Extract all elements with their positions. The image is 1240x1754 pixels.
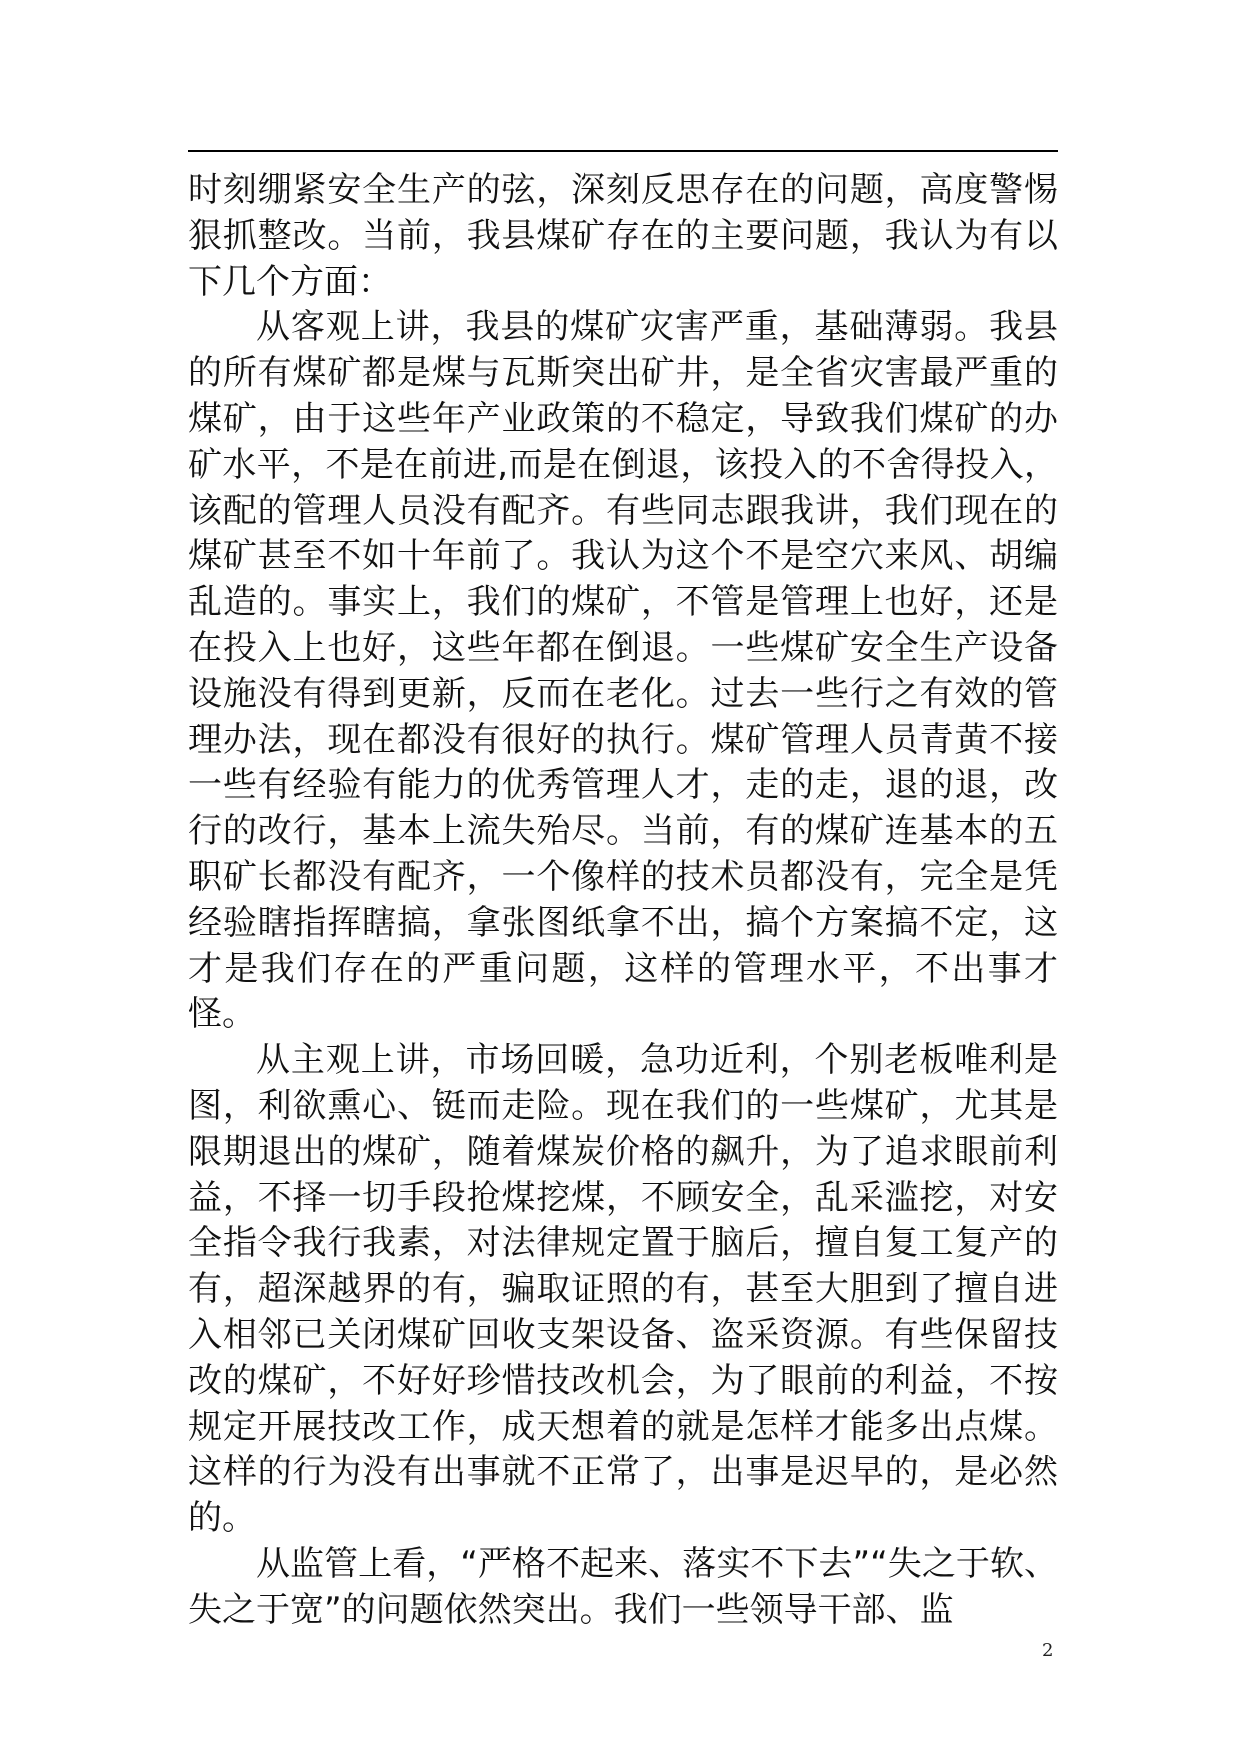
paragraph-intro: 时刻绷紧安全生产的弦，深刻反思存在的问题，高度警惕狠抓整改。当前，我县煤矿存在的主要问题，我认为有以下几个方面： <box>188 170 1058 302</box>
body-text <box>188 168 1058 1634</box>
paragraph-subjective: 从主观上讲，市场回暖，急功近利，个别老板唯利是图，利欲熏心、铤而走险。现在我们的一些煤矿，尤其是限期退出的煤矿，随着煤炭价格的飙升，为了追求眼前利益，不择一切手段抢煤挖煤，不顾安全，乱采滥挖，对安全指令我行我素，对法律规定置于脑后，擅自复工复产的有，超深越界的有，骗取证照的有，甚至大胆到了擅自进入相邻已关闭煤矿回收支架设备、盗采资源。有些保留技改的煤矿，不好好珍惜技改机会，为了眼前的利益，不按规定开展技改工作，成天想着的就是怎样才能多出点煤。这样的行为没有出事就不正常了，出事是迟早的，是必然的。 <box>188 1040 1058 1539</box>
paragraph-objective: 从客观上讲，我县的煤矿灾害严重，基础薄弱。我县的所有煤矿都是煤与瓦斯突出矿井，是全省灾害最严重的煤矿，由于这些年产业政策的不稳定，导致我们煤矿的办矿水平，不是在前进,而是在倒退，该投入的不舍得投入，该配的管理人员没有配齐。有些同志跟我讲，我们现在的煤矿甚至不如十年前了。我认为这个不是空穴来风、胡编乱造的。事实上，我们的煤矿，不管是管理上也好，还是在投入上也好，这些年都在倒退。一些煤矿安全生产设备设施没有得到更新，反而在老化。过去一些行之有效的管理办法，现在都没有很好的执行。煤矿管理人员青黄不接一些有经验有能力的优秀管理人才，走的走，退的退，改行的改行，基本上流失殆尽。当前，有的煤矿连基本的五职矿长都没有配齐，一个像样的技术员都没有，完全是凭经验瞎指挥瞎搞，拿张图纸拿不出，搞个方案搞不定，这才是我们存在的严重问题，这样的管理水平，不出事才怪。 <box>188 307 1058 1035</box>
header-rule <box>188 150 1058 152</box>
page-number: 2 <box>1042 1640 1054 1661</box>
paragraph-supervision: 从监管上看，“严格不起来、落实不下去”“失之于软、失之于宽”的问题依然突出。我们一些领导干部、监 <box>188 1543 1058 1630</box>
